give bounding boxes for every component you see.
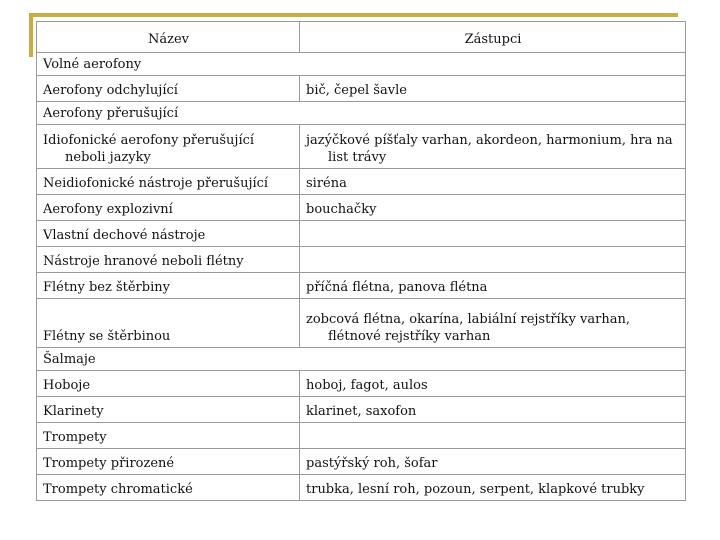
row-examples: bouchačky [300, 195, 686, 221]
table-row [37, 397, 686, 423]
row-name: Nástroje hranové neboli flétny [37, 247, 300, 273]
table-row [37, 53, 686, 76]
row-examples [300, 221, 686, 247]
row-name: Trompety [37, 423, 300, 449]
row-examples: siréna [300, 169, 686, 195]
row-name: Aerofony explozivní [37, 195, 300, 221]
row-name: Trompety chromatické [37, 475, 300, 501]
row-name: Flétny se štěrbinou [37, 299, 300, 348]
row-name: Vlastní dechové nástroje [37, 221, 300, 247]
row-name: Neidiofonické nástroje přerušující [37, 169, 300, 195]
table-row [37, 169, 686, 195]
table-row [37, 371, 686, 397]
table-row [37, 348, 686, 371]
row-examples: pastýřský roh, šofar [300, 449, 686, 475]
row-name: Trompety přirozené [37, 449, 300, 475]
table-row [37, 195, 686, 221]
row-examples: hoboj, fagot, aulos [300, 371, 686, 397]
instrument-table [36, 21, 686, 501]
table-row [37, 299, 686, 348]
table-row [37, 475, 686, 501]
row-examples [300, 423, 686, 449]
table-row [37, 247, 686, 273]
row-name: Šalmaje [37, 348, 686, 371]
table-row [37, 221, 686, 247]
table-row [37, 423, 686, 449]
table-row [37, 449, 686, 475]
row-name: Hoboje [37, 371, 300, 397]
table-row [37, 76, 686, 102]
table-row [37, 102, 686, 125]
row-name: Aerofony přerušující [37, 102, 686, 125]
header-examples: Zástupci [300, 22, 686, 53]
decorative-top-bar [33, 13, 678, 17]
row-examples: bič, čepel šavle [300, 76, 686, 102]
row-name: Aerofony odchylující [37, 76, 300, 102]
row-name: Volné aerofony [37, 53, 686, 76]
row-examples: trubka, lesní roh, pozoun, serpent, klapkové trubky [300, 475, 686, 501]
row-examples: příčná flétna, panova flétna [300, 273, 686, 299]
table-row [37, 125, 686, 169]
row-name: Flétny bez štěrbiny [37, 273, 300, 299]
decorative-left-bar [29, 13, 33, 57]
row-examples: jazýčkové píšťaly varhan, akordeon, harmonium, hra na list trávy [300, 125, 686, 169]
row-examples [300, 247, 686, 273]
row-examples: klarinet, saxofon [300, 397, 686, 423]
row-name: Idiofonické aerofony přerušující neboli jazyky [37, 125, 300, 169]
table-row [37, 273, 686, 299]
row-name: Klarinety [37, 397, 300, 423]
table-header-row [37, 22, 686, 53]
header-name: Název [37, 22, 300, 53]
row-examples: zobcová flétna, okarína, labiální rejstříky varhan, flétnové rejstříky varhan [300, 299, 686, 348]
